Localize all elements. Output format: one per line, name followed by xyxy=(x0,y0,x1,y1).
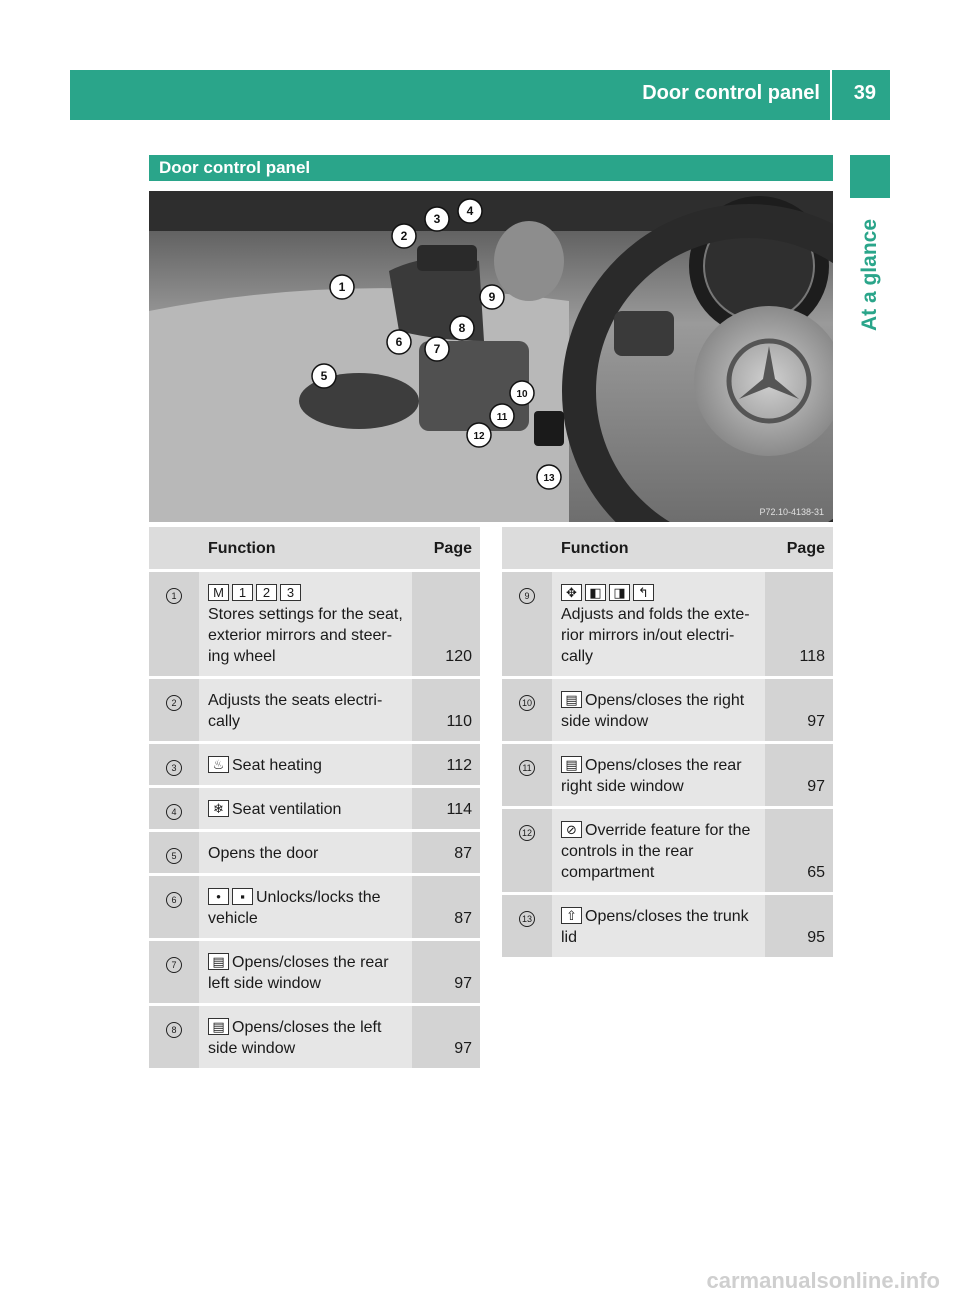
callout-11: 11 xyxy=(496,412,508,423)
page-reference[interactable]: 97 xyxy=(765,678,833,743)
callout-4: 4 xyxy=(466,204,474,218)
function-description xyxy=(552,743,765,808)
header-function: Function xyxy=(199,527,412,571)
memory-2-icon: 2 xyxy=(256,584,277,601)
page-number: 39 xyxy=(853,82,876,104)
window-icon: ▤ xyxy=(561,756,582,773)
table-row xyxy=(502,678,833,743)
memory-3-icon: 3 xyxy=(280,584,301,601)
function-text: Seat heating xyxy=(232,757,322,774)
row-number xyxy=(502,894,552,958)
function-text: Unlocks/locks the vehicle xyxy=(208,889,381,927)
page-reference[interactable]: 97 xyxy=(412,940,480,1005)
row-number xyxy=(502,743,552,808)
mirror-l-icon: ◧ xyxy=(585,584,606,601)
function-description xyxy=(199,571,412,678)
page-reference[interactable]: 87 xyxy=(412,831,480,875)
callout-3: 3 xyxy=(433,212,441,226)
function-text: Opens the door xyxy=(208,845,319,862)
header-page: Page xyxy=(765,527,833,571)
function-text: Opens/closes the right side window xyxy=(561,692,745,730)
callout-number: 12 xyxy=(519,825,535,841)
header-function: Function xyxy=(552,527,765,571)
callout-1: 1 xyxy=(338,280,346,294)
move-icon: ✥ xyxy=(561,584,582,601)
callout-number: 9 xyxy=(519,588,535,604)
page-reference[interactable]: 114 xyxy=(412,787,480,831)
header-title: Door control panel xyxy=(642,82,820,104)
door-panel-illustration xyxy=(149,191,833,522)
function-description xyxy=(199,787,412,831)
table-row xyxy=(149,787,480,831)
callout-number: 10 xyxy=(519,695,535,711)
callout-12: 12 xyxy=(473,431,485,442)
row-number xyxy=(149,831,199,875)
lock-icon: ▪ xyxy=(232,888,253,905)
function-description xyxy=(552,571,765,678)
function-text: Override feature for the controls in the rear compartment xyxy=(561,822,751,881)
mirror-r-icon: ◨ xyxy=(609,584,630,601)
callout-number: 4 xyxy=(166,804,182,820)
row-number xyxy=(149,787,199,831)
table-row xyxy=(149,940,480,1005)
page-reference[interactable]: 87 xyxy=(412,875,480,940)
callout-5: 5 xyxy=(320,369,328,383)
row-number xyxy=(149,875,199,940)
table-row xyxy=(149,831,480,875)
seat-heat-icon: ♨ xyxy=(208,756,229,773)
table-row xyxy=(149,1005,480,1069)
memory-M-icon: M xyxy=(208,584,229,601)
function-text: Seat ventilation xyxy=(232,801,342,818)
function-text: Opens/closes the trunk lid xyxy=(561,908,749,946)
memory-1-icon: 1 xyxy=(232,584,253,601)
callout-number: 3 xyxy=(166,760,182,776)
page-reference[interactable]: 65 xyxy=(765,808,833,894)
function-description xyxy=(199,875,412,940)
row-number xyxy=(149,678,199,743)
table-row xyxy=(149,875,480,940)
side-tab-text: At a glance xyxy=(858,218,881,332)
function-table-left xyxy=(149,527,480,1068)
table-row xyxy=(149,743,480,787)
callout-number: 8 xyxy=(166,1022,182,1038)
callout-number: 6 xyxy=(166,892,182,908)
row-number xyxy=(149,940,199,1005)
function-text: Adjusts the seats electri-cally xyxy=(208,692,383,730)
page-reference[interactable]: 95 xyxy=(765,894,833,958)
function-description xyxy=(552,894,765,958)
side-tab-label xyxy=(852,210,888,340)
function-description xyxy=(552,678,765,743)
table-row xyxy=(502,894,833,958)
row-number xyxy=(149,571,199,678)
function-description xyxy=(199,1005,412,1069)
function-text: Opens/closes the rear right side window xyxy=(561,757,742,795)
table-row xyxy=(149,571,480,678)
window-icon: ▤ xyxy=(208,953,229,970)
unlock-icon: • xyxy=(208,888,229,905)
page-reference[interactable]: 118 xyxy=(765,571,833,678)
function-description xyxy=(552,808,765,894)
function-text: Opens/closes the left side window xyxy=(208,1019,382,1057)
page-reference[interactable]: 120 xyxy=(412,571,480,678)
row-number xyxy=(502,678,552,743)
side-tab-marker xyxy=(850,155,890,198)
callout-number: 11 xyxy=(519,760,535,776)
section-title-bar xyxy=(149,155,833,181)
callout-13: 13 xyxy=(543,473,555,484)
photo-code: P72.10-4138-31 xyxy=(759,507,824,517)
header-separator xyxy=(830,70,832,120)
callout-9: 9 xyxy=(488,290,496,304)
callout-number: 7 xyxy=(166,957,182,973)
seat-vent-icon: ❄ xyxy=(208,800,229,817)
function-text: Stores settings for the seat, exterior mirrors and steer-ing wheel xyxy=(208,606,403,665)
row-number xyxy=(502,808,552,894)
section-title: Door control panel xyxy=(159,158,311,177)
table-row xyxy=(502,808,833,894)
row-number xyxy=(502,571,552,678)
function-description xyxy=(199,831,412,875)
page-reference[interactable]: 97 xyxy=(412,1005,480,1069)
window-icon: ▤ xyxy=(208,1018,229,1035)
header-page: Page xyxy=(412,527,480,571)
page-header xyxy=(70,70,890,120)
watermark: carmanualsonline.info xyxy=(706,1268,940,1293)
callout-number: 1 xyxy=(166,588,182,604)
callout-number: 5 xyxy=(166,848,182,864)
callout-10: 10 xyxy=(516,389,528,400)
callout-6: 6 xyxy=(395,335,403,349)
function-description xyxy=(199,940,412,1005)
function-table-right xyxy=(502,527,833,957)
callout-7: 7 xyxy=(433,342,441,356)
row-number xyxy=(149,1005,199,1069)
callout-2: 2 xyxy=(400,229,408,243)
callout-number: 13 xyxy=(519,911,535,927)
table-row xyxy=(502,743,833,808)
page-reference[interactable]: 112 xyxy=(412,743,480,787)
function-text: Adjusts and folds the exte-rior mirrors in/out electri-cally xyxy=(561,606,750,665)
function-text: Opens/closes the rear left side window xyxy=(208,954,389,992)
callout-number: 2 xyxy=(166,695,182,711)
trunk-icon: ⇧ xyxy=(561,907,582,924)
row-number xyxy=(149,743,199,787)
table-row xyxy=(149,678,480,743)
window-icon: ▤ xyxy=(561,691,582,708)
door-panel-photo xyxy=(149,191,833,522)
fold-icon: ↰ xyxy=(633,584,654,601)
function-description xyxy=(199,743,412,787)
page-reference[interactable]: 110 xyxy=(412,678,480,743)
table-row xyxy=(502,571,833,678)
page-reference[interactable]: 97 xyxy=(765,743,833,808)
function-description xyxy=(199,678,412,743)
override-icon: ⊘ xyxy=(561,821,582,838)
callout-8: 8 xyxy=(458,321,466,335)
